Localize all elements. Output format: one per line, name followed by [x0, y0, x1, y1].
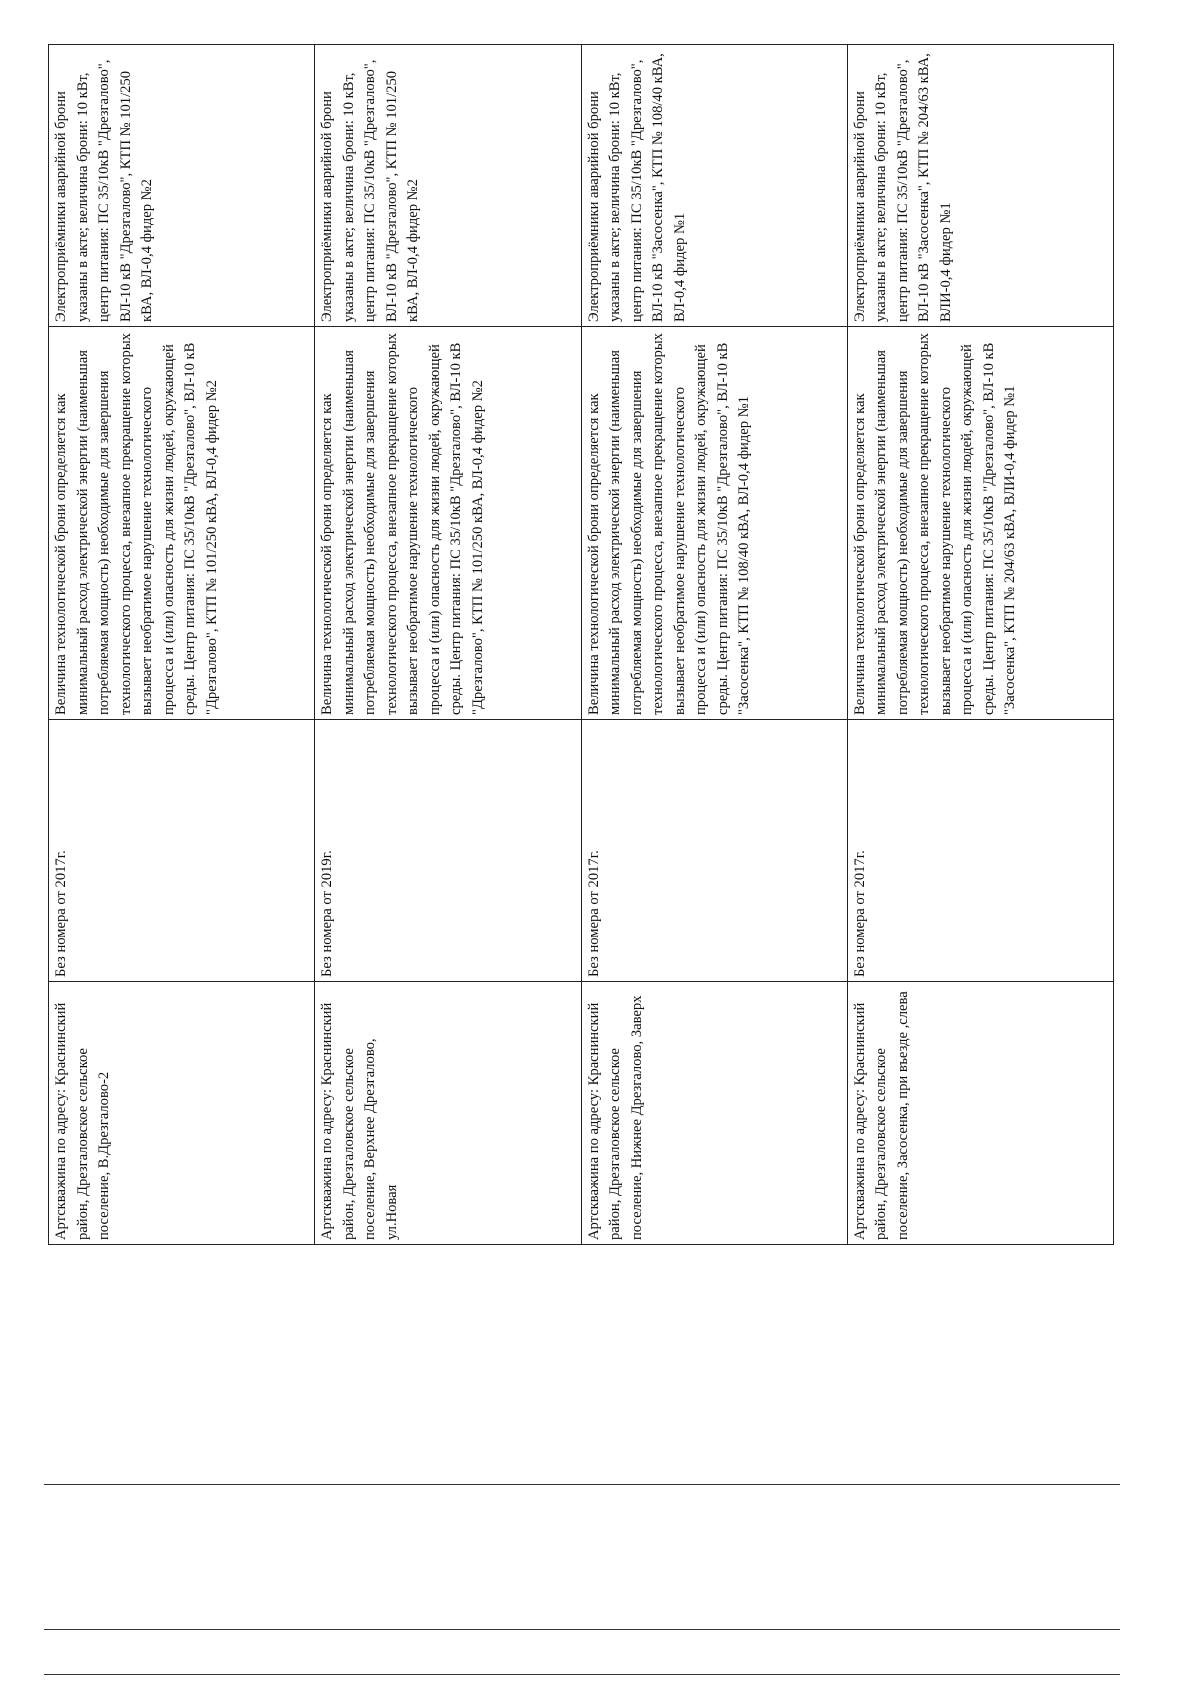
emergency-reserve-cell: Электроприёмники аварийной брони указаны в акте; величина брони: 10 кВт, центр питания: ПС 35/10кВ "Дрезгалово", ВЛ-10 кВ "Засосенка", КТП № 204/63 кВА, ВЛИ-0,4 фидер №1	[847, 45, 1113, 327]
emergency-reserve-cell: Электроприёмники аварийной брони указаны в акте; величина брони: 10 кВт, центр питания: ПС 35/10кВ "Дрезгалово", ВЛ-10 кВ "Дрезгалово", КТП № 101/250 кВА, ВЛ-0,4 фидер №2	[49, 45, 315, 327]
horizontal-rule	[44, 1629, 1120, 1630]
act-cell: Без номера от 2017г.	[847, 720, 1113, 982]
tech-reserve-cell: Величина технологической брони определяется как минимальный расход электрической энергии (наименьшая потребляемая мощность) необходимые для завершения технологического процесса, внезапное прекращение которых вызывает необратимое нарушение технологического процесса и (или) опасность для жизни людей, окружающей среды. Центр питания: ПС 35/10кВ "Дрезгалово", ВЛ-10 кВ "Засосенка", КТП № 204/63 кВА, ВЛИ-0,4 фидер №1	[847, 327, 1113, 720]
emergency-reserve-cell: Электроприёмники аварийной брони указаны в акте; величина брони: 10 кВт, центр питания: ПС 35/10кВ "Дрезгалово", ВЛ-10 кВ "Дрезгалово", КТП № 101/250 кВА, ВЛ-0,4 фидер №2	[315, 45, 581, 327]
table-row	[847, 45, 1113, 1245]
emergency-reserve-cell: Электроприёмники аварийной брони указаны в акте; величина брони: 10 кВт, центр питания: ПС 35/10кВ "Дрезгалово", ВЛ-10 кВ "Засосенка", КТП № 108/40 кВА, ВЛ-0,4 фидер №1	[581, 45, 847, 327]
horizontal-rule	[44, 1484, 1120, 1485]
horizontal-rule	[44, 1674, 1120, 1675]
location-cell: Артскважина по адресу: Краснинский район, Дрезгаловское сельское поселение, Засосенка, при въезде ,слева	[847, 982, 1113, 1245]
act-cell: Без номера от 2019г.	[315, 720, 581, 982]
tech-reserve-cell: Величина технологической брони определяется как минимальный расход электрической энергии (наименьшая потребляемая мощность) необходимые для завершения технологического процесса, внезапное прекращение которых вызывает необратимое нарушение технологического процесса и (или) опасность для жизни людей, окружающей среды. Центр питания: ПС 35/10кВ "Дрезгалово", ВЛ-10 кВ "Дрезгалово", КТП № 101/250 кВА, ВЛ-0,4 фидер №2	[49, 327, 315, 720]
act-cell: Без номера от 2017г.	[49, 720, 315, 982]
location-cell: Артскважина по адресу: Краснинский район, Дрезгаловское сельское поселение, Верхнее Дрезгалово, ул.Новая	[315, 982, 581, 1245]
location-cell: Артскважина по адресу: Краснинский район, Дрезгаловское сельское поселение, В.Дрезгалово-2	[49, 982, 315, 1245]
table-row	[315, 45, 581, 1245]
table-row	[581, 45, 847, 1245]
table-row	[49, 45, 315, 1245]
tech-reserve-cell: Величина технологической брони определяется как минимальный расход электрической энергии (наименьшая потребляемая мощность) необходимые для завершения технологического процесса, внезапное прекращение которых вызывает необратимое нарушение технологического процесса и (или) опасность для жизни людей, окружающей среды. Центр питания: ПС 35/10кВ "Дрезгалово", ВЛ-10 кВ "Дрезгалово", КТП № 101/250 кВА, ВЛ-0,4 фидер №2	[315, 327, 581, 720]
rotated-table-wrapper	[48, 45, 1114, 1245]
reserve-table	[48, 44, 1114, 1245]
location-cell: Артскважина по адресу: Краснинский район, Дрезгаловское сельское поселение, Нижнее Дрезгалово, Заверх	[581, 982, 847, 1245]
tech-reserve-cell: Величина технологической брони определяется как минимальный расход электрической энергии (наименьшая потребляемая мощность) необходимые для завершения технологического процесса, внезапное прекращение которых вызывает необратимое нарушение технологического процесса и (или) опасность для жизни людей, окружающей среды. Центр питания: ПС 35/10кВ "Дрезгалово", ВЛ-10 кВ "Засосенка", КТП № 108/40 кВА, ВЛ-0,4 фидер №1	[581, 327, 847, 720]
act-cell: Без номера от 2017г.	[581, 720, 847, 982]
